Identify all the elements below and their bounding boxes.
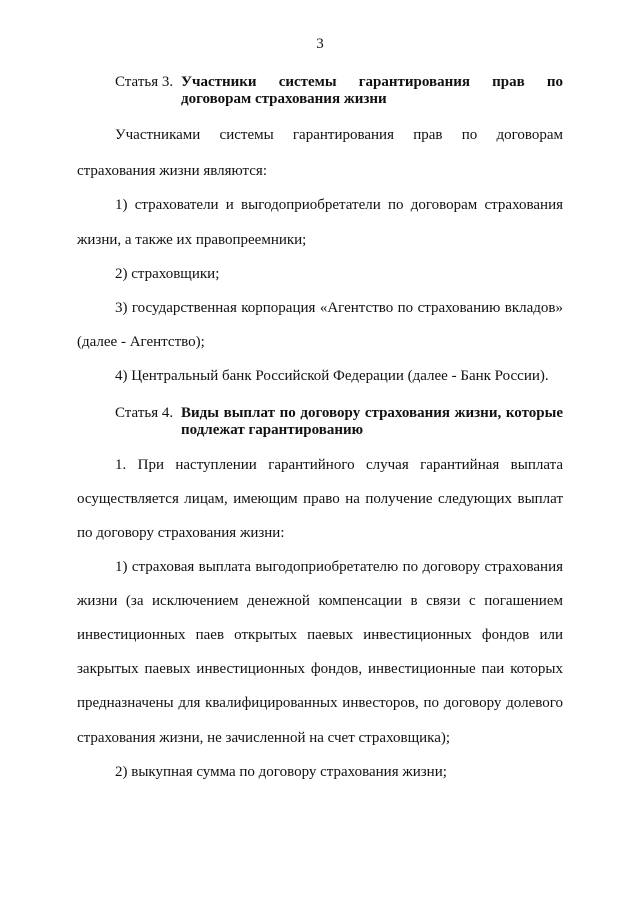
article-3-intro-line-1: Участниками системы гарантирования прав по договорам xyxy=(115,127,563,143)
article-4-subitem-1-line-1: 1) страховая выплата выгодоприобретателю по договору страхования xyxy=(115,559,563,575)
article-4-subitem-1-line-5: предназначены для квалифицированных инвесторов, по договору долевого xyxy=(77,695,563,711)
article-4-subitem-1-line-4: закрытых паевых инвестиционных фондов, инвестиционные паи которых xyxy=(77,661,563,677)
article-4-subitem-1-line-6: страхования жизни, не зачисленной на счет страховщика); xyxy=(77,730,451,746)
article-3-title: Участники системы гарантирования прав по договорам страхования жизни xyxy=(181,74,563,107)
article-3-item-3-line-1: 3) государственная корпорация «Агентство по страхованию вкладов» xyxy=(115,300,563,316)
article-4-heading xyxy=(115,405,565,439)
article-3-label: Статья 3. xyxy=(115,74,174,90)
article-4-paragraph-1-line-2: осуществляется лицам, имеющим право на получение следующих выплат xyxy=(77,491,563,507)
article-4-label: Статья 4. xyxy=(115,405,174,421)
article-3-item-4: 4) Центральный банк Российской Федерации (далее - Банк России). xyxy=(115,368,549,384)
article-4-paragraph-1-line-3: по договору страхования жизни: xyxy=(77,525,285,541)
article-3-intro-line-2: страхования жизни являются: xyxy=(77,163,267,179)
article-3-item-2: 2) страховщики; xyxy=(115,266,220,282)
article-4-paragraph-1-line-1: 1. При наступлении гарантийного случая гарантийная выплата xyxy=(115,457,563,473)
article-4-subitem-1-line-2: жизни (за исключением денежной компенсации в связи с погашением xyxy=(77,593,563,609)
article-4-title: Виды выплат по договору страхования жизни, которые подлежат гарантированию xyxy=(181,405,563,438)
page-number: 3 xyxy=(316,36,324,52)
article-3-item-1-line-2: жизни, а также их правопреемники; xyxy=(77,232,307,248)
article-4-subitem-1-line-3: инвестиционных паев открытых паевых инвестиционных фондов или xyxy=(77,627,563,643)
article-3-item-1-line-1: 1) страхователи и выгодоприобретатели по договорам страхования xyxy=(115,197,563,213)
article-3-item-3-line-2: (далее - Агентство); xyxy=(77,334,205,350)
article-4-subitem-2: 2) выкупная сумма по договору страхования жизни; xyxy=(115,764,447,780)
article-3-heading xyxy=(115,74,565,108)
